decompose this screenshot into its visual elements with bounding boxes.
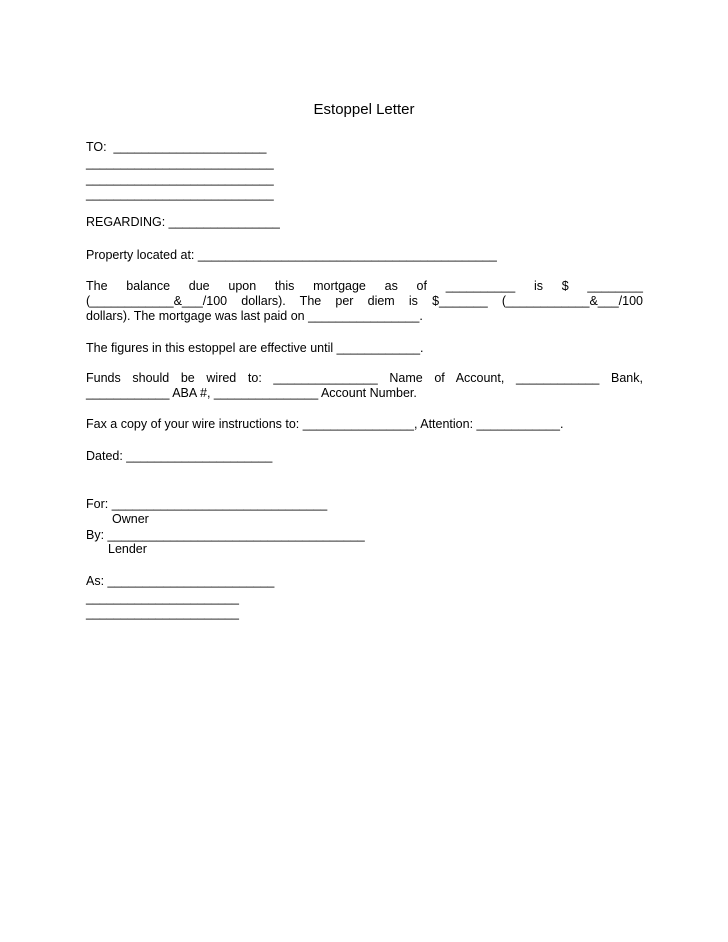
balance-row-2: (____________&___/100 dollars). The per diem is $_______ (____________&___/100	[86, 294, 643, 308]
as-line-2: ______________________	[86, 591, 239, 605]
fax-line: Fax a copy of your wire instructions to: ________________, Attention: ____________.	[86, 417, 564, 431]
by-signature-line: By: _____________________________________	[86, 528, 365, 542]
as-line: As: ________________________	[86, 574, 275, 588]
balance-row-1: The balance due upon this mortgage as of __________ is $ ________	[86, 279, 643, 293]
to-address-line-3: ___________________________	[86, 187, 274, 201]
lender-label: Lender	[108, 542, 147, 556]
regarding-line: REGARDING: ________________	[86, 215, 280, 229]
owner-label: Owner	[112, 512, 149, 526]
balance-row-3: dollars). The mortgage was last paid on ________________.	[86, 309, 423, 323]
as-line-3: ______________________	[86, 606, 239, 620]
to-address-line-2: ___________________________	[86, 172, 274, 186]
property-line: Property located at: ___________________________________________	[86, 248, 497, 262]
for-signature-line: For: _______________________________	[86, 497, 328, 511]
dated-line: Dated: _____________________	[86, 449, 273, 463]
funds-row-2: ____________ ABA #, _______________ Account Number.	[86, 386, 417, 400]
effective-line: The figures in this estoppel are effective until ____________.	[86, 341, 424, 355]
funds-paragraph	[86, 371, 643, 401]
to-address-line-1: ___________________________	[86, 156, 274, 170]
to-line: TO: ______________________	[86, 140, 267, 154]
funds-row-1: Funds should be wired to: _______________ Name of Account, ____________ Bank,	[86, 371, 643, 385]
page-title: Estoppel Letter	[313, 101, 415, 118]
balance-paragraph	[86, 279, 643, 324]
